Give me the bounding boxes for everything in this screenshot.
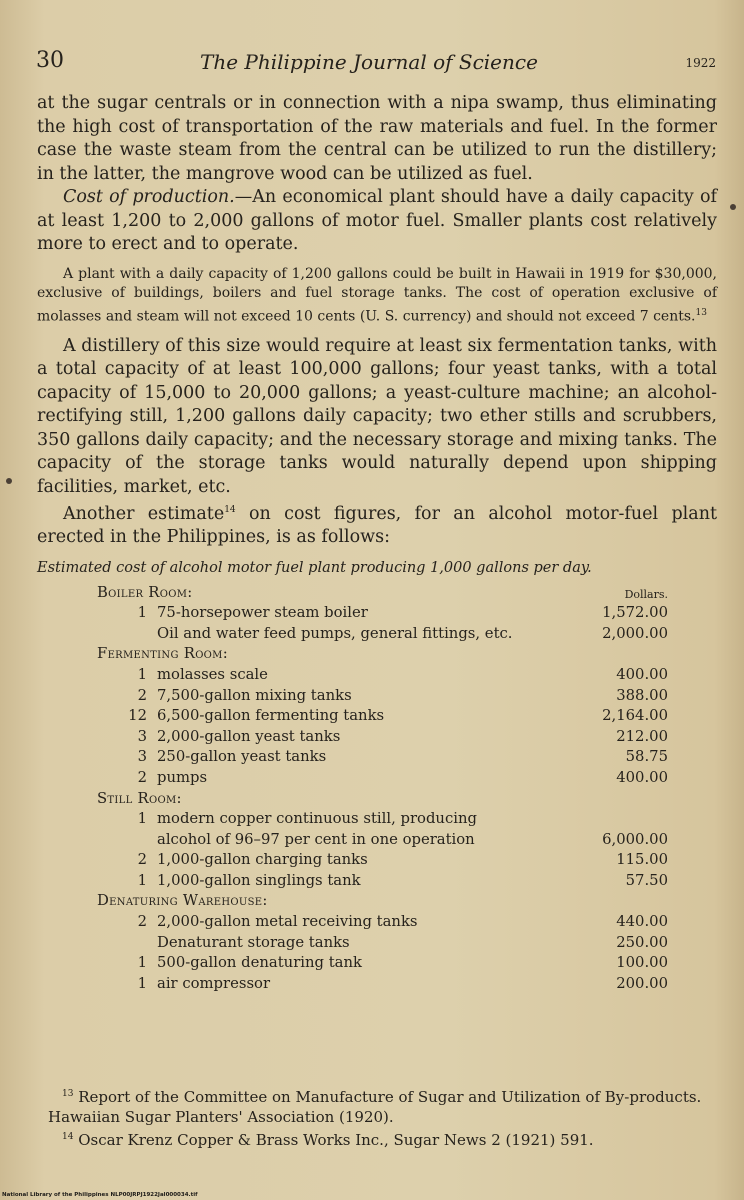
row-amount: 388.00 xyxy=(616,686,668,704)
row-amount: 200.00 xyxy=(616,974,668,992)
section-still-room: Still Room: xyxy=(97,789,182,807)
row-item: 1,000-gallon charging tanks xyxy=(157,851,368,869)
row-item: Oil and water feed pumps, general fittings, etc. xyxy=(157,624,513,642)
row-item: air compressor xyxy=(157,974,271,992)
table-row xyxy=(37,889,717,910)
row-qty: 2 xyxy=(137,913,147,931)
table-row xyxy=(37,909,717,930)
row-qty: 2 xyxy=(137,768,147,786)
paragraph-text: on cost figures, for an alcohol motor-fuel plant erected in the Philippines, is as follows: xyxy=(37,503,718,548)
row-amount: 2,000.00 xyxy=(602,624,668,642)
row-amount: 58.75 xyxy=(625,748,668,766)
block-quote xyxy=(37,265,717,327)
paragraph-text: —An economical plant should have a daily capacity of at least 1,200 to 2,000 gallons of motor fuel. Smaller plants cost relatively more to erect and to operate. xyxy=(37,187,717,254)
row-item: modern copper continuous still, producing xyxy=(157,810,477,828)
scan-speck xyxy=(730,204,736,210)
table-row xyxy=(37,662,717,683)
journal-title: The Philippine Journal of Science xyxy=(200,50,538,74)
row-qty: 1 xyxy=(137,871,147,889)
section-boiler-room: Boiler Room: xyxy=(97,583,193,601)
paragraph-estimate xyxy=(37,499,717,550)
table-row xyxy=(37,724,717,745)
row-amount xyxy=(578,807,717,828)
row-qty: 1 xyxy=(137,810,147,828)
running-header xyxy=(36,48,722,78)
row-item: 2,000-gallon metal receiving tanks xyxy=(157,913,418,931)
table-row xyxy=(37,848,717,869)
paragraph-continuation: at the sugar centrals or in connection with a nipa swamp, thus eliminating the high cost of transportation of the raw materials and fuel. In the former case the waste steam from the central can be utilized to run the distillery; in the latter, the mangrove wood can be utilized as fuel. xyxy=(37,93,717,184)
row-item: 2,000-gallon yeast tanks xyxy=(157,727,341,745)
page-number: 30 xyxy=(36,48,64,73)
scan-stamp: National Library of the Philippines NLP00JRPJ1922Jal000034.tif xyxy=(2,1192,198,1198)
row-item: 7,500-gallon mixing tanks xyxy=(157,686,352,704)
table-row xyxy=(37,704,717,725)
row-item: 6,500-gallon fermenting tanks xyxy=(157,707,385,725)
row-amount: 2,164.00 xyxy=(602,707,668,725)
row-amount: 400.00 xyxy=(616,665,668,683)
paragraph-text: Another estimate xyxy=(63,503,225,524)
row-item: Denaturant storage tanks xyxy=(157,933,350,951)
row-amount: 212.00 xyxy=(616,727,668,745)
row-amount: 100.00 xyxy=(616,954,668,972)
paragraph-cost-of-production xyxy=(37,186,717,257)
table-row xyxy=(37,621,717,642)
section-fermenting-room: Fermenting Room: xyxy=(97,645,229,663)
table-row xyxy=(37,827,717,848)
quote-text: A plant with a daily capacity of 1,200 gallons could be built in Hawaii in 1919 for $30,000, exclusive of buildings, boilers and fuel storage tanks. The cost of operation exclusive of molasses and steam will not exceed 10 cents (U. S. currency) and should not exceed 7 cents. xyxy=(37,265,717,325)
row-qty: 1 xyxy=(137,665,147,683)
row-qty: 2 xyxy=(137,686,147,704)
footnotes xyxy=(48,1084,724,1150)
paragraph-distillery: A distillery of this size would require at least six fermentation tanks, with a total capacity of at least 100,000 gallons; four yeast tanks, with a total capacity of 15,000 to 20,000 gallons; a yeast-culture machine; an alcohol-rectifying still, 1,200 gallons daily capacity; two ether stills and scrubbers, 350 gallons daily capacity; and the necessary storage and mixing tanks. The capacity of the storage tanks would naturally depend upon shipping facilities, market, etc. xyxy=(37,335,717,497)
year: 1922 xyxy=(685,56,716,70)
row-item: molasses scale xyxy=(157,665,268,683)
footnote-marker: 13 xyxy=(62,1089,74,1099)
table-row xyxy=(37,807,717,828)
footnote-marker: 14 xyxy=(62,1132,74,1142)
row-item: 250-gallon yeast tanks xyxy=(157,748,327,766)
row-qty: 2 xyxy=(137,851,147,869)
table-row xyxy=(37,683,717,704)
row-qty: 3 xyxy=(137,748,147,766)
section-heading: Cost of production. xyxy=(63,187,235,207)
row-item: alcohol of 96–97 per cent in one operation xyxy=(157,830,475,848)
table-row xyxy=(37,930,717,951)
row-item: pumps xyxy=(157,768,208,786)
row-amount: 57.50 xyxy=(625,871,668,889)
table-row xyxy=(37,745,717,766)
table-caption: Estimated cost of alcohol motor fuel plant producing 1,000 gallons per day. xyxy=(37,559,592,576)
unit-header: Dollars. xyxy=(624,587,668,601)
section-denaturing-warehouse: Denaturing Warehouse: xyxy=(97,892,268,910)
table-row xyxy=(37,642,717,663)
row-qty: 1 xyxy=(137,954,147,972)
row-qty: 12 xyxy=(128,707,147,725)
scan-speck xyxy=(6,478,12,484)
table-row xyxy=(37,786,717,807)
table-row xyxy=(37,971,717,992)
cost-table xyxy=(37,580,717,992)
row-item: 1,000-gallon singlings tank xyxy=(157,871,361,889)
footnote-ref: 13 xyxy=(695,307,707,318)
row-amount: 115.00 xyxy=(616,851,668,869)
row-qty: 1 xyxy=(137,604,147,622)
row-item: 500-gallon denaturing tank xyxy=(157,954,362,972)
row-amount: 400.00 xyxy=(616,768,668,786)
table-row xyxy=(37,580,717,601)
row-item: 75-horsepower steam boiler xyxy=(157,604,368,622)
table-row xyxy=(37,601,717,622)
table-row xyxy=(37,868,717,889)
table-row xyxy=(37,765,717,786)
footnote-text: Report of the Committee on Manufacture of Sugar and Utilization of By-products. Hawaiian Sugar Planters' Association (1920). xyxy=(48,1088,702,1126)
footnote-ref: 14 xyxy=(224,505,236,516)
row-amount: 250.00 xyxy=(616,933,668,951)
footnote-14 xyxy=(48,1127,724,1150)
table-row xyxy=(37,951,717,972)
row-qty: 1 xyxy=(137,974,147,992)
article-body xyxy=(37,92,717,992)
row-amount: 440.00 xyxy=(616,913,668,931)
footnote-13 xyxy=(48,1084,724,1127)
row-amount: 6,000.00 xyxy=(602,830,668,848)
row-amount: 1,572.00 xyxy=(602,604,668,622)
footnote-text: Oscar Krenz Copper & Brass Works Inc., Sugar News 2 (1921) 591. xyxy=(78,1131,594,1149)
row-qty: 3 xyxy=(137,727,147,745)
